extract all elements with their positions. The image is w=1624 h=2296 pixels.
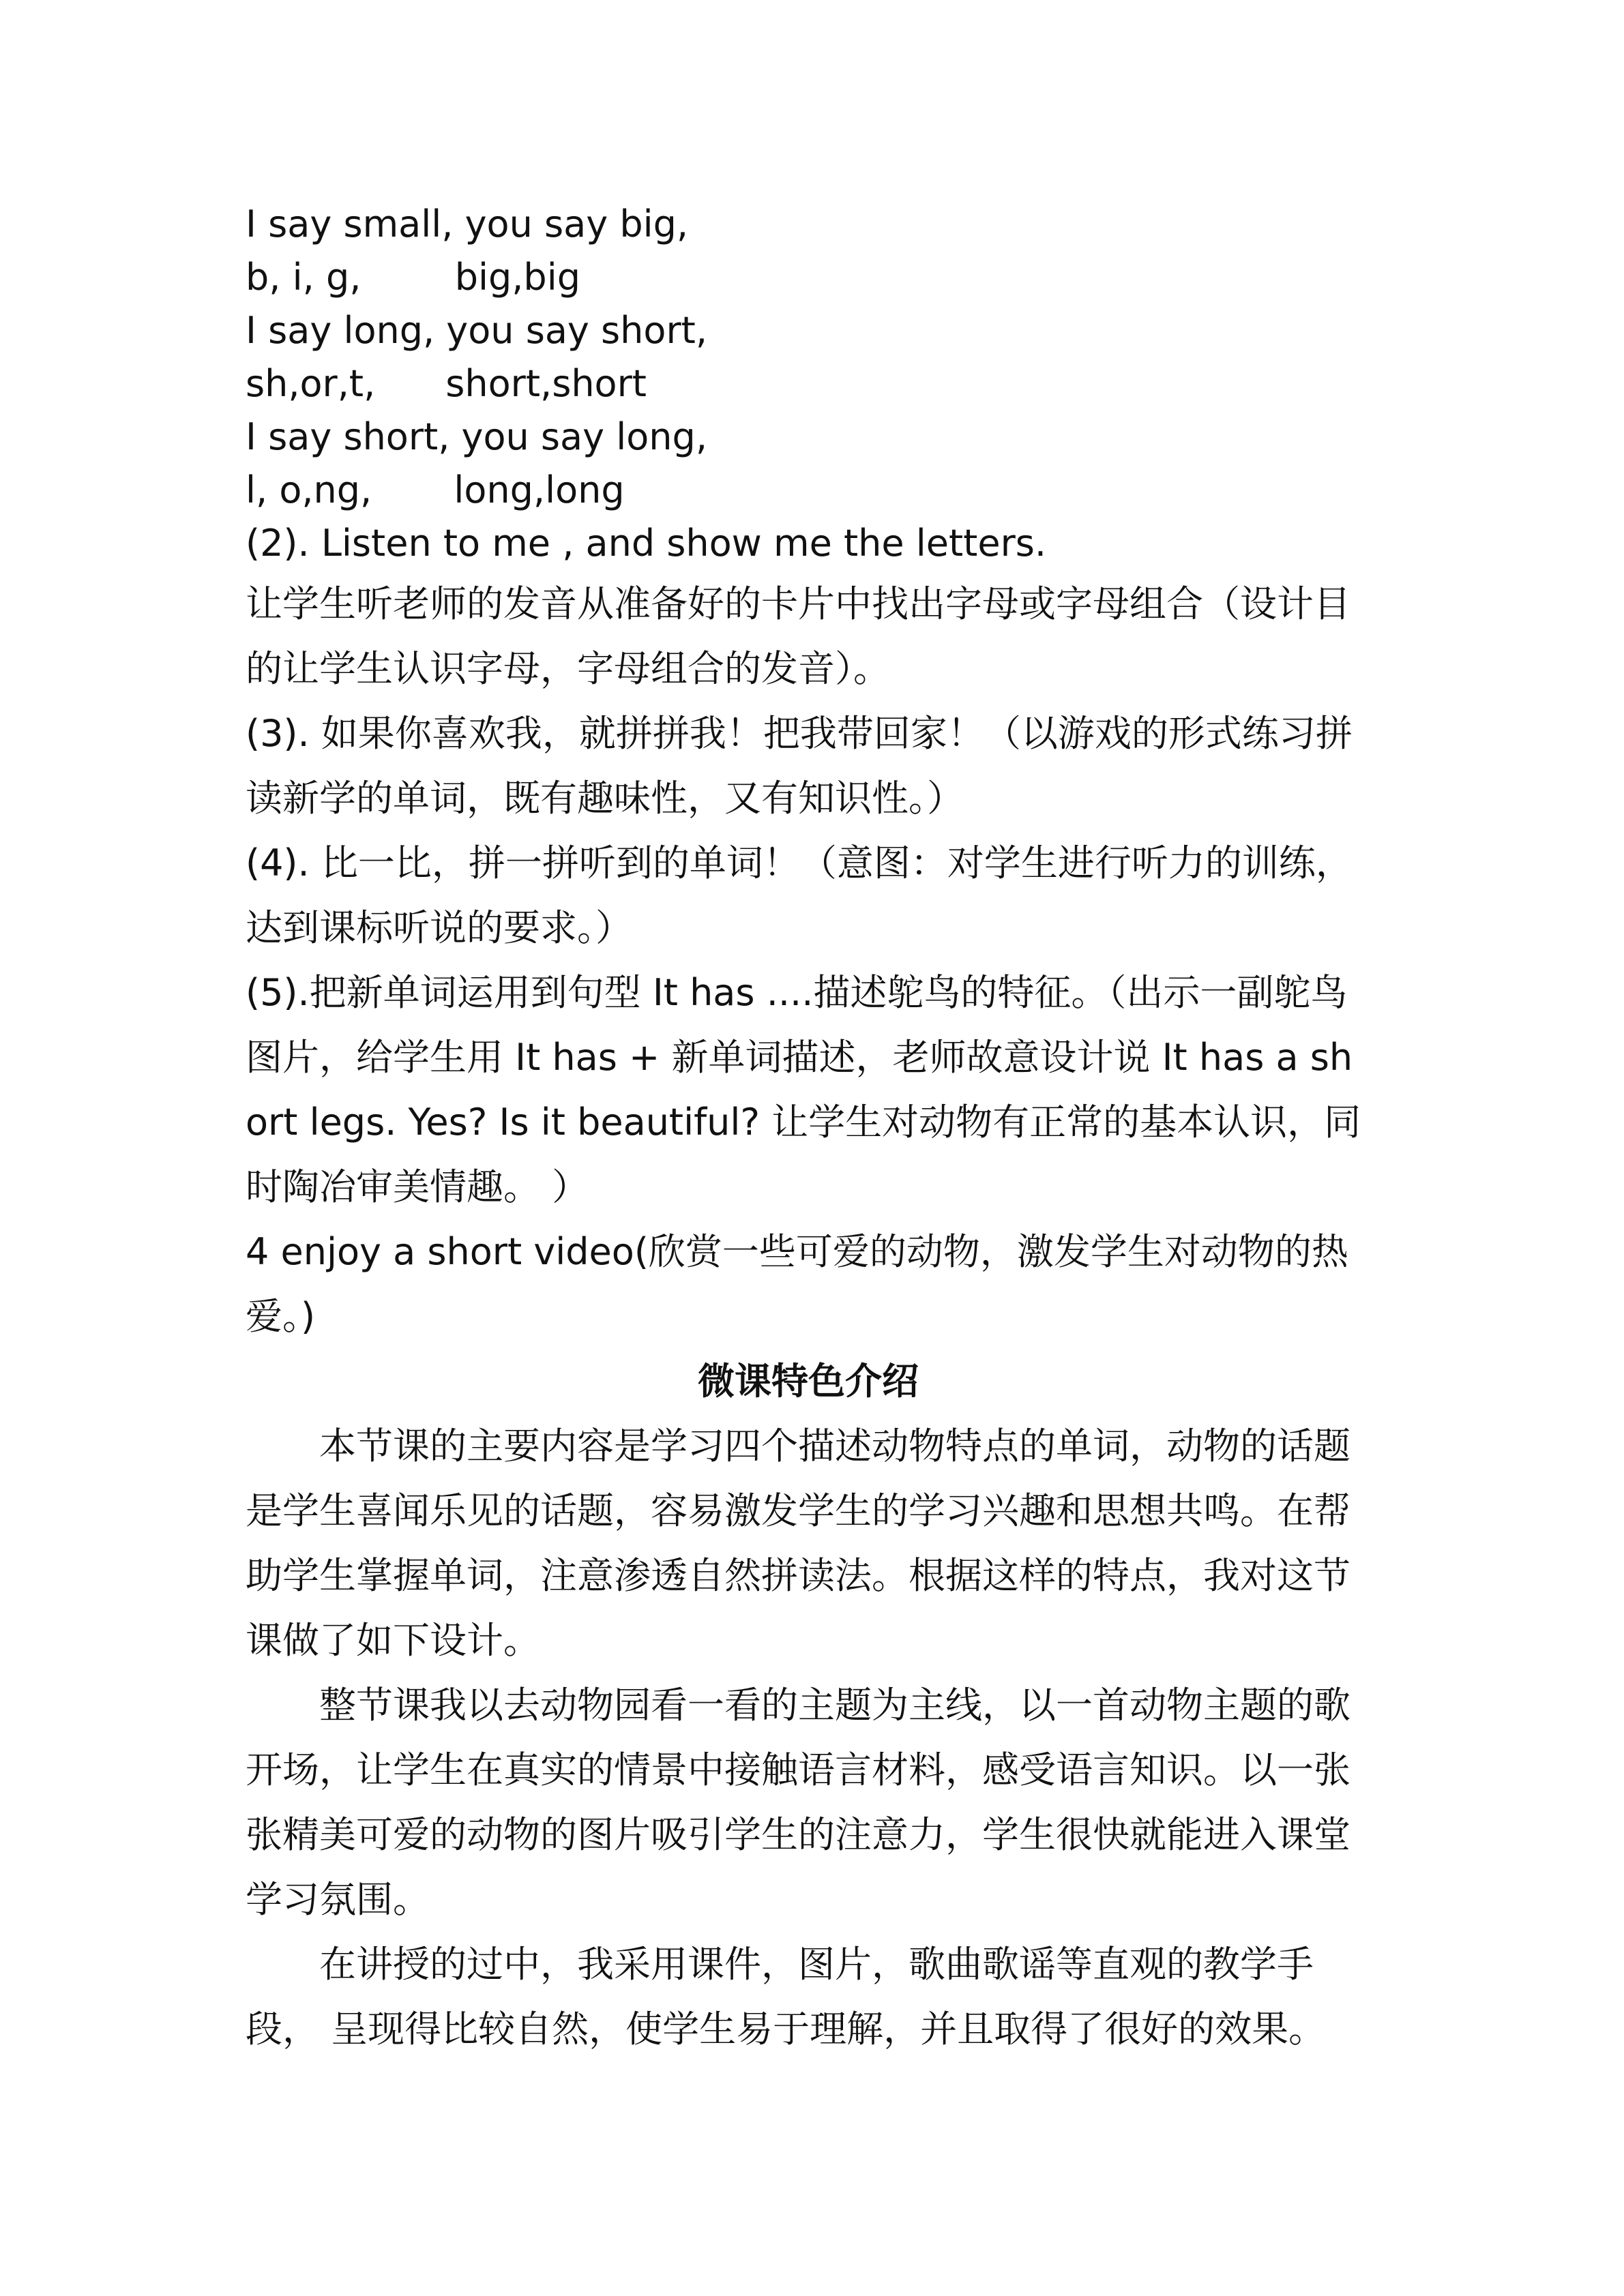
chant-line-2: b, i, g, big,big xyxy=(246,256,580,299)
chant-line-6: l, o,ng, long,long xyxy=(246,468,625,511)
chant-line-5: I say short, you say long, xyxy=(246,415,707,458)
step-3: (3). 如果你喜欢我，就拼拼我！把我带回家！（以游戏的形式练习拼读新学的单词，既有趣味性，又有知识性。） xyxy=(246,712,1353,820)
paragraph-2: 整节课我以去动物园看一看的主题为主线，以一首动物主题的歌开场，让学生在真实的情景中接触语言材料，感受语言知识。以一张张精美可爱的动物的图片吸引学生的注意力，学生很快就能进入课堂学习氛围。 xyxy=(246,1684,1350,1921)
paragraph-3: 在讲授的过中，我采用课件，图片，歌曲歌谣等直观的教学手段， 呈现得比较自然，使学生易于理解，并且取得了很好的效果。 xyxy=(246,1943,1326,2051)
step-video: 4 enjoy a short video(欣赏一些可爱的动物，激发学生对动物的热爱。) xyxy=(246,1230,1348,1338)
chant-line-4: sh,or,t, short,short xyxy=(246,362,647,405)
step-2-description: 让学生听老师的发音从准备好的卡片中找出字母或字母组合（设计目的让学生认识字母，字母组合的发音）。 xyxy=(246,582,1350,690)
step-2-heading: (2). Listen to me , and show me the letters. xyxy=(246,522,1047,565)
section-title: 微课特色介绍 xyxy=(698,1360,919,1403)
step-5: (5).把新单词运用到句型 It has ....描述鸵鸟的特征。（出示一副鸵鸟图片，给学生用 It has + 新单词描述，老师故意设计说 It has a short legs. Yes? Is it beautiful? 让学生对动物有正常的基本认识，同时陶冶审美情趣。 ） xyxy=(246,971,1361,1208)
chant-line-1: I say small, you say big, xyxy=(246,203,689,245)
chant-line-3: I say long, you say short, xyxy=(246,309,707,352)
paragraph-1: 本节课的主要内容是学习四个描述动物特点的单词，动物的话题是学生喜闻乐见的话题，容易激发学生的学习兴趣和思想共鸣。在帮助学生掌握单词，注意渗透自然拼读法。根据这样的特点，我对这节课做了如下设计。 xyxy=(246,1425,1350,1662)
document-page xyxy=(246,198,1371,2061)
step-4: (4). 比一比，拼一拼听到的单词！（意图：对学生进行听力的训练，达到课标听说的要求。） xyxy=(246,841,1353,949)
